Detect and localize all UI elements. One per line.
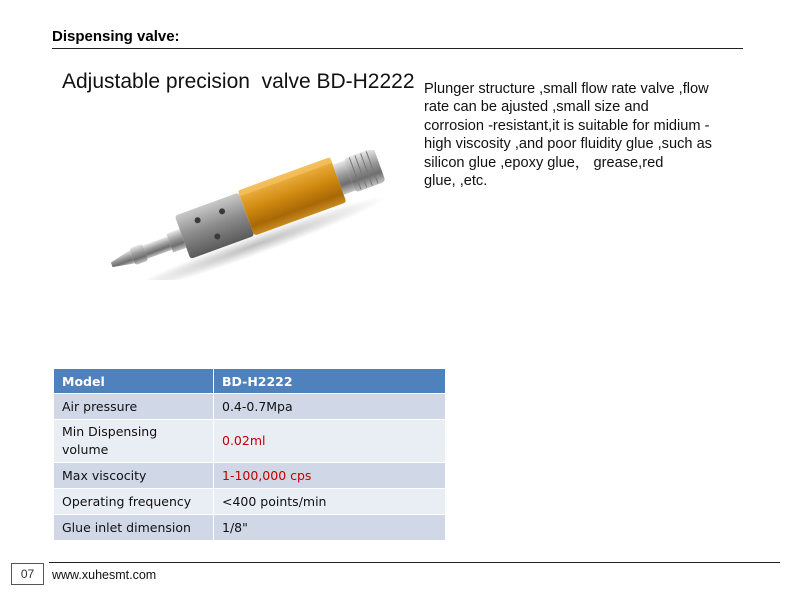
row-value: 0.4-0.7Mpa — [214, 394, 446, 420]
bottom-divider — [49, 562, 780, 563]
description-line: corrosion -resistant,it is suitable for midium - — [424, 117, 710, 134]
row-value: 1-100,000 cps — [214, 463, 446, 489]
dispensing-valve-photo — [95, 150, 405, 280]
description-line: high viscosity ,and poor fluidity glue ,such as — [424, 136, 712, 153]
page-number: 07 — [11, 563, 44, 585]
row-value: 0.02ml — [214, 420, 446, 463]
description-line: Plunger structure ,small flow rate valve ,flow — [424, 81, 709, 97]
row-label: Operating frequency — [54, 489, 214, 515]
description-line: rate can be ajusted ,small size and — [424, 99, 649, 116]
table-row — [54, 394, 446, 420]
table-row — [54, 463, 446, 489]
table-row — [54, 515, 446, 541]
row-label-line: Min Dispensing — [62, 424, 158, 439]
section-title: Dispensing valve: — [52, 28, 180, 45]
product-title: Adjustable precision valve BD-H2222 — [62, 70, 415, 93]
table-row — [54, 489, 446, 515]
row-label — [54, 420, 214, 463]
table-row — [54, 420, 446, 463]
description-line: glue, ,etc. — [424, 173, 488, 190]
table-header-row — [54, 369, 446, 394]
row-label: Air pressure — [54, 394, 214, 420]
row-label: Max viscocity — [54, 463, 214, 489]
row-label: Glue inlet dimension — [54, 515, 214, 541]
description-line: silicon glue ,epoxy glue， grease,red — [424, 154, 664, 171]
row-value: <400 points/min — [214, 489, 446, 515]
row-label-line: volume — [62, 442, 109, 457]
top-divider — [52, 48, 743, 49]
header-model-value: BD-H2222 — [214, 369, 446, 394]
header-model: Model — [54, 369, 214, 394]
website-link[interactable]: www.xuhesmt.com — [52, 568, 157, 582]
row-value: 1/8" — [214, 515, 446, 541]
spec-table — [53, 368, 446, 541]
product-description — [424, 80, 744, 190]
